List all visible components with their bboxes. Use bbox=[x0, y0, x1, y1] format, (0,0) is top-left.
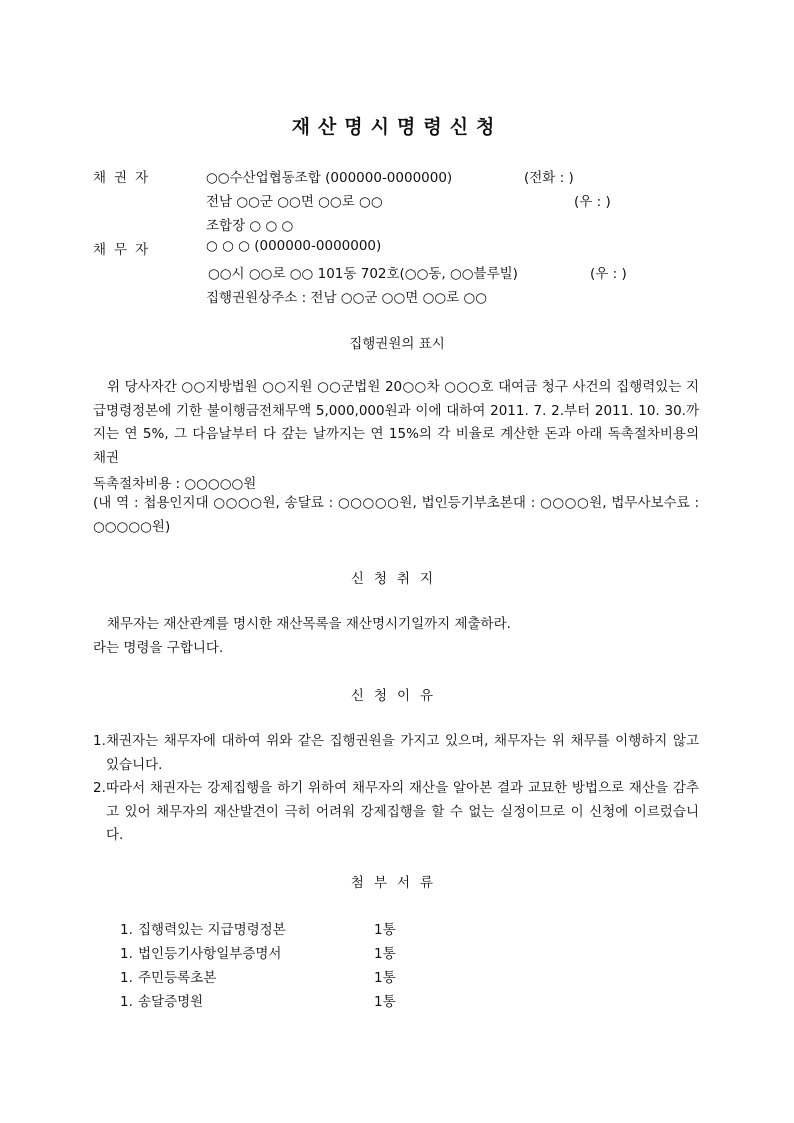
creditor-representative: 조합장 ○ ○ ○ bbox=[206, 218, 294, 234]
section-heading-attachments: 첨부서류 bbox=[350, 875, 444, 891]
attachment-number: 1. bbox=[120, 946, 133, 962]
reason-number: 2. bbox=[93, 780, 106, 796]
attachment-count: 1통 bbox=[374, 922, 396, 938]
cost-detail: (내 역 : 첩용인지대 ○○○○원, 송달료 : ○○○○○원, 법인등기부초본대 : ○○○○원, 법무사보수료 : ○○○○○원) bbox=[93, 495, 699, 535]
debtor-label: 채무자 bbox=[93, 242, 157, 258]
attachment-number: 1. bbox=[120, 922, 133, 938]
reason-number: 1. bbox=[93, 733, 106, 749]
creditor-phone: (전화 : ) bbox=[524, 170, 574, 186]
attachment-name: 주민등록초본 bbox=[138, 970, 217, 986]
attachment-name: 법인등기사항일부증명서 bbox=[138, 946, 282, 962]
reason-text: 따라서 채권자는 강제집행을 하기 위하여 채무자의 재산을 알아본 결과 교묘한 방법으로 재산을 감추고 있어 채무자의 재산발견이 극히 어려워 강제집행을 할 수 없는 실정이므로 이 신청에 이르렀습니다. bbox=[106, 780, 699, 843]
reason-item bbox=[93, 730, 699, 777]
debtor-name: ○ ○ ○ (000000-0000000) bbox=[206, 238, 382, 254]
attachment-count: 1통 bbox=[374, 994, 396, 1010]
attachment-item bbox=[120, 966, 216, 986]
reason-text: 채권자는 채무자에 대하여 위와 같은 집행권원을 가지고 있으며, 채무자는 위 채무를 이행하지 않고 있습니다. bbox=[106, 733, 699, 773]
document-title: 재산명시명령신청 bbox=[291, 116, 503, 138]
title-paragraph: 위 당사자간 ○○지방법원 ○○지원 ○○군법원 20○○차 ○○○호 대여금 청구 사건의 집행력있는 지급명령정본에 기한 불이행금전채무액 5,000,000원과 이에 대하여 2011. 7. 2.부터 2011. 10. 30.까지는 연 5%, 그 다음날부터 다 갚는 날까지는 연 15%의 각 비율로 계산한 돈과 아래 독촉절차비용의 채권 bbox=[93, 379, 699, 466]
creditor-name: ○○수산업협동조합 (000000-0000000) bbox=[206, 170, 453, 186]
section-heading-reasons: 신청이유 bbox=[350, 688, 444, 704]
creditor-label: 채권자 bbox=[93, 170, 157, 186]
section-heading-title: 집행권원의 표시 bbox=[349, 336, 445, 352]
reason-item bbox=[93, 777, 699, 848]
debtor-exec-address: 집행권원상주소 : 전남 ○○군 ○○면 ○○로 ○○ bbox=[206, 290, 488, 306]
attachment-item bbox=[120, 918, 286, 938]
creditor-postal: (우 : ) bbox=[574, 194, 611, 210]
attachment-number: 1. bbox=[120, 970, 133, 986]
section-heading-purpose: 신청취지 bbox=[350, 571, 444, 587]
purpose-line-1: 채무자는 재산관계를 명시한 재산목록을 재산명시기일까지 제출하라. bbox=[107, 616, 511, 632]
attachment-name: 송달증명원 bbox=[138, 994, 204, 1010]
debtor-postal: (우 : ) bbox=[590, 266, 627, 282]
attachment-count: 1통 bbox=[374, 970, 396, 986]
attachment-count: 1통 bbox=[374, 946, 396, 962]
attachment-name: 집행력있는 지급명령정본 bbox=[138, 922, 286, 938]
attachment-item bbox=[120, 942, 281, 962]
attachment-number: 1. bbox=[120, 994, 133, 1010]
attachment-item bbox=[120, 990, 203, 1010]
purpose-line-2: 라는 명령을 구합니다. bbox=[93, 640, 224, 656]
creditor-address: 전남 ○○군 ○○면 ○○로 ○○ bbox=[206, 194, 383, 210]
debtor-address: ○○시 ○○로 ○○ 101동 702호(○○동, ○○블루빌) bbox=[208, 266, 518, 282]
cost-line: 독촉절차비용 : ○○○○○원 bbox=[93, 476, 257, 492]
